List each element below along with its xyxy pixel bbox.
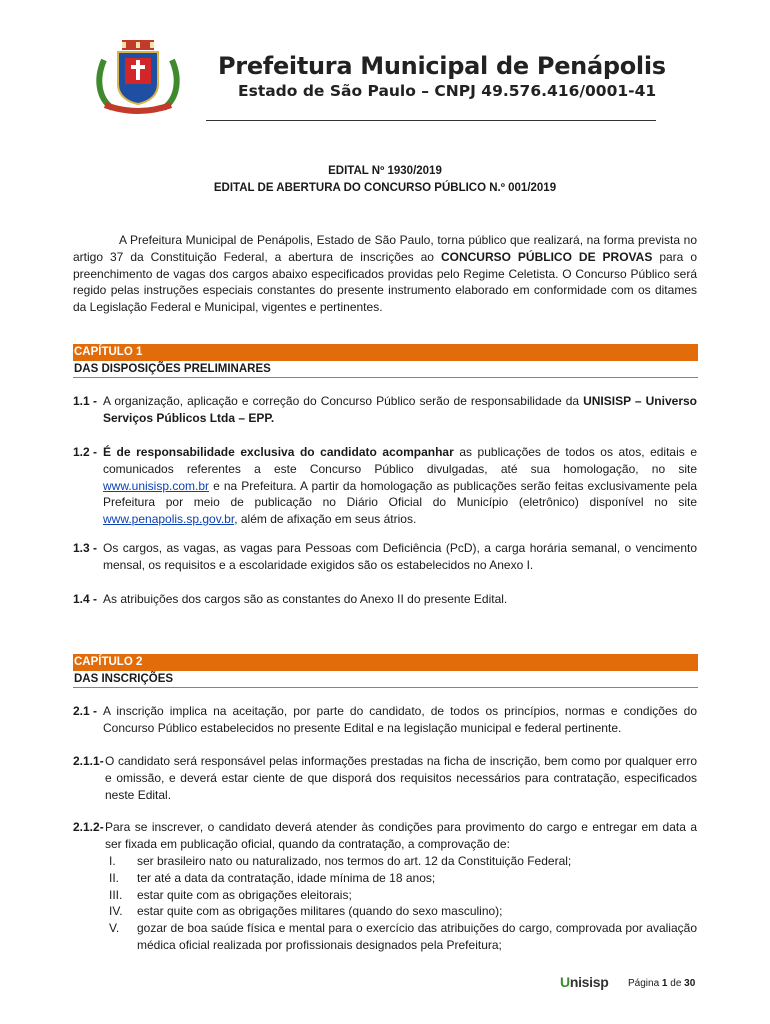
clause-1-1: 1.1 - A organização, aplicação e correção do Concurso Público serão de responsabilidade da UNISISP – Universo Serviços Públicos Ltda – EPP. <box>73 394 697 425</box>
chapter-number: CAPÍTULO 1 <box>73 344 698 361</box>
unisisp-link[interactable]: www.unisisp.com.br <box>103 478 210 493</box>
clause-1-2: 1.2 - É de responsabilidade exclusiva do candidato acompanhar as publicações de todos os atos, editais e comunicados referentes a este Concurso Público divulgadas, até sua homologação, no site www.unisisp.com.br e na Prefeitura. A partir da homologação as publicações serão feitas exclusivamente pela Prefeitura por meio de publicação no Diário Oficial do Município (eletrônico) disponível no site www.penapolis.sp.gov.br, além de afixação em seus átrios. <box>73 445 697 527</box>
page-number: Página 1 de 30 <box>628 978 696 989</box>
list-item: I. ser brasileiro nato ou naturalizado, nos termos do art. 12 da Constituição Federal; <box>109 854 572 868</box>
chapter-1-header <box>73 344 698 378</box>
header-divider <box>206 120 656 121</box>
clause-number: 1.4 - <box>73 592 98 606</box>
intro-paragraph: A Prefeitura Municipal de Penápolis, Estado de São Paulo, torna público que realizará, na forma prevista no artigo 37 da Constituição Federal, a abertura de inscrições ao CONCURSO PÚBLICO DE PROVAS para o preenchimento de vagas dos cargos abaixo especificados providas pelo Regime Celetista. O Concurso Público será regido pelas instruções especiais constantes do presente instrumento elaborado em conformidade com os ditames da Legislação Federal e Municipal, vigentes e pertinentes. <box>73 233 697 315</box>
edital-number: EDITAL Nº 1930/2019 <box>328 165 442 177</box>
list-item: II. ter até a data da contratação, idade mínima de 18 anos; <box>109 870 436 885</box>
clause-number: 1.3 - <box>73 541 98 555</box>
chapter-title: DAS INSCRIÇÕES <box>73 671 698 688</box>
conditions-list <box>103 853 697 954</box>
clause-2-1-2: 2.1.2- Para se inscrever, o candidato deverá atender às condições para provimento do cargo e entregar em data a ser fixada em publicação oficial, quando da contratação, a comprovação de: <box>73 820 697 851</box>
municipality-title: Prefeitura Municipal de Penápolis <box>218 52 666 80</box>
clause-number: 2.1 - <box>73 704 98 718</box>
clause-2-1: 2.1 - A inscrição implica na aceitação, por parte do candidato, de todos os princípios, normas e condições do Concurso Público estabelecidos no presente Edital e na legislação municipal e federal pertinente. <box>73 704 697 735</box>
clause-number: 1.2 - <box>73 445 98 459</box>
clause-number: 1.1 - <box>73 394 98 408</box>
chapter-number: CAPÍTULO 2 <box>73 654 698 671</box>
clause-number: 2.1.1- <box>73 754 104 768</box>
municipal-coat-of-arms <box>92 38 184 114</box>
clause-2-1-1: 2.1.1- O candidato será responsável pelas informações prestadas na ficha de inscrição, bem como por qualquer erro e omissão, e deverá estar ciente de que disporá dos requisitos necessários para contratação, especificados neste Edital. <box>73 754 697 802</box>
clause-1-3: 1.3 - Os cargos, as vagas, as vagas para Pessoas com Deficiência (PcD), a carga horária semanal, o vencimento mensal, os requisitos e a escolaridade exigidos são os estabelecidos no Anexo I. <box>73 541 697 572</box>
unisisp-logo: Unisisp <box>560 974 609 990</box>
edital-name: EDITAL DE ABERTURA DO CONCURSO PÚBLICO N.º 001/2019 <box>213 182 557 194</box>
penapolis-link[interactable]: www.penapolis.sp.gov.br <box>103 512 235 527</box>
clause-1-4: 1.4 - As atribuições dos cargos são as constantes do Anexo II do presente Edital. <box>73 592 508 606</box>
list-item: V. gozar de boa saúde física e mental para o exercício das atribuições do cargo, comprovada por avaliação médica oficial realizada por profissionais designados pela Prefeitura; <box>109 921 697 952</box>
chapter-title: DAS DISPOSIÇÕES PRELIMINARES <box>73 361 698 378</box>
list-item: IV. estar quite com as obrigações militares (quando do sexo masculino); <box>109 904 503 919</box>
list-item: III. estar quite com as obrigações eleitorais; <box>109 887 352 902</box>
chapter-2-header <box>73 654 698 688</box>
clause-number: 2.1.2- <box>73 820 104 834</box>
municipality-subtitle: Estado de São Paulo – CNPJ 49.576.416/0001-41 <box>238 82 657 100</box>
